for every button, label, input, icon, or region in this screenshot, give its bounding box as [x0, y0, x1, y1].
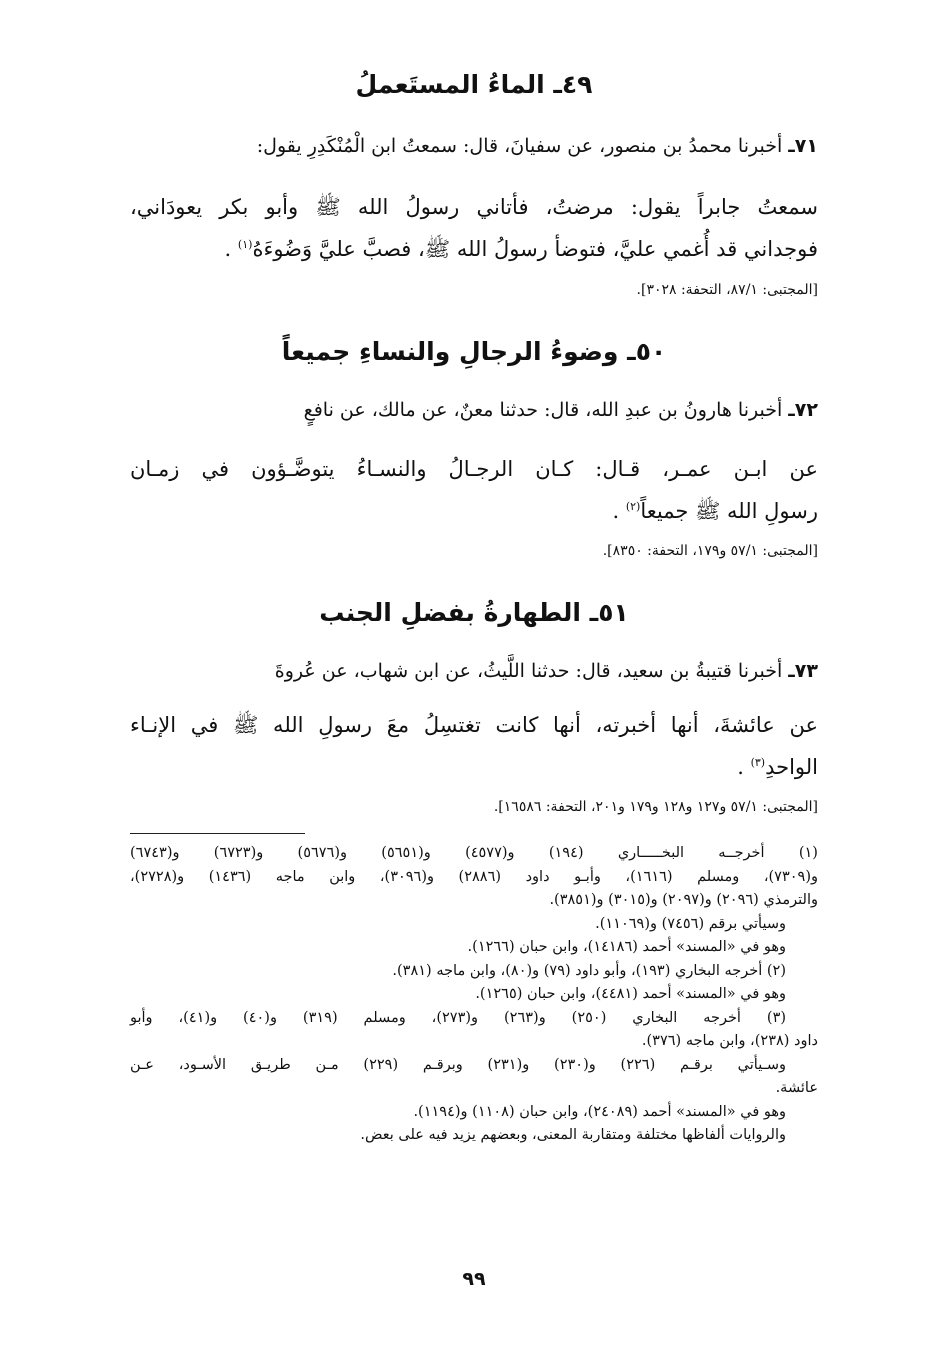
footnote-line: (٣) أخرجه البخاري (٢٥٠) و(٢٦٣) و(٢٧٣)، ومسلم (٣١٩) و(٤٠) و(٤١)، وأبو	[130, 1009, 787, 1026]
footnote-line: داود (٢٣٨)، وابن ماجه (٣٧٦).	[641, 1033, 818, 1049]
end-mark: .	[612, 499, 620, 523]
chapter-heading-50: ٥٠ـ وضوءُ الرجالِ والنساءِ جميعاً	[281, 337, 667, 366]
footnote-line: وسـيأتي برقـم (٢٢٦) و(٢٣٠) و(٢٣١) وبرقـم (٢٢٩) مـن طريـق الأسـود، عـن	[130, 1056, 786, 1073]
hadith-73-reference: [المجتبى: ١/‏٥٧ و١٢٧ و١٢٨ و١٧٩ و٢٠١، التحفة: ١٦٥٨٦].	[493, 799, 818, 815]
page-number: ٩٩	[462, 1268, 486, 1290]
hadith-71-body	[130, 188, 818, 268]
hadith-text: أخبرنا محمدُ بن منصور، عن سفيانَ، قال: سمعتُ ابن الْمُنْكَدِرِ يقول:	[256, 135, 783, 157]
footnote-line: وهو في «المسند» أحمد (١٤١٨٦)، وابن حبان (١٢٦٦).	[467, 939, 786, 955]
hadith-number: ٧٣ـ	[788, 660, 818, 682]
hadith-73-body	[130, 706, 818, 786]
footnote-line: (١) أخرجــه البخـــــاري (١٩٤) و(٤٥٧٧) و(٥٦٥١) و(٥٦٧٦) و(٦٧٢٣) و(٦٧٤٣)	[130, 845, 818, 861]
hadith-line-text: الواحدِ	[765, 755, 818, 779]
footnote-line: وهو في «المسند» أحمد (٢٤٠٨٩)، وابن حبان (١١٠٨) و(١١٩٤).	[413, 1103, 786, 1120]
footnote-line: و(٧٣٠٩)، ومسلم (١٦١٦)، وأبـو داود (٢٨٨٦) و(٣٠٩٦)، وابن ماجه (١٤٣٦) و(٢٧٢٨)،	[130, 868, 818, 885]
hadith-72-first-line	[130, 395, 818, 425]
hadith-number: ٧٢ـ	[788, 399, 818, 421]
footnote-marker: (٢)	[625, 500, 641, 513]
footnote-line: والروايات ألفاظها مختلفة ومتقاربة المعنى، وبعضهم يزيد فيه على بعض.	[360, 1127, 786, 1143]
hadith-number: ٧١ـ	[788, 135, 818, 157]
hadith-line-text: رسولِ الله ﷺ جميعاً	[640, 499, 818, 523]
hadith-72-reference: [المجتبى: ١/‏٥٧ و١٧٩، التحفة: ٨٣٥٠].	[602, 543, 818, 559]
end-mark: .	[224, 237, 232, 261]
footnote-line: (٢) أخرجه البخاري (١٩٣)، وأبو داود (٧٩) و(٨٠)، وابن ماجه (٣٨١).	[392, 962, 786, 979]
footnotes	[130, 842, 818, 1148]
footnote-line: وسيأتي برقم (٧٤٥٦) و(١١٠٦٩).	[595, 915, 786, 932]
hadith-line: سمعتُ جابراً يقول: مرضتُ، فأتاني رسولُ الله ﷺ وأبو بكر يعودَاني،	[130, 195, 818, 219]
hadith-line	[130, 744, 818, 786]
footnote-marker: (٣)	[750, 756, 766, 769]
footnote-line: عائشة.	[775, 1080, 818, 1096]
hadith-72-body	[130, 450, 818, 530]
chapter-heading-51: ٥١ـ الطهارةُ بفضلِ الجنب	[319, 598, 629, 627]
footnote-line: وهو في «المسند» أحمد (٤٤٨١)، وابن حبان (١٢٦٥).	[475, 986, 786, 1002]
hadith-text: أخبرنا هارونُ بن عبدِ الله، قال: حدثنا معنٌ، عن مالك، عن نافعٍ	[303, 399, 783, 421]
end-mark: .	[737, 755, 744, 779]
hadith-line	[130, 488, 818, 530]
hadith-73-first-line	[130, 656, 818, 686]
chapter-heading-49: ٤٩ـ الماءُ المستَعملُ	[355, 70, 593, 99]
hadith-line: عن ابـن عمـر، قـال: كـان الرجـالُ والنسـاءُ يتوضَّـؤون في زمـان	[130, 457, 818, 481]
footnote-line: والترمذي (٢٠٩٦) و(٢٠٩٧) و(٣٠١٥) و(٣٨٥١).	[549, 892, 818, 908]
hadith-text: أخبرنا قتيبةُ بن سعيد، قال: حدثنا اللَّيثُ، عن ابن شهاب، عن عُروةَ	[274, 660, 783, 682]
hadith-line: عن عائشةَ، أنها أخبرته، أنها كانت تغتسِلُ معَ رسولِ الله ﷺ في الإنـاء	[130, 713, 818, 737]
footnote-marker: (١)	[237, 238, 253, 251]
hadith-71-reference: [المجتبى: ١/‏٨٧، التحفة: ٣٠٢٨].	[636, 282, 818, 298]
hadith-line	[130, 226, 818, 268]
hadith-line-text: فوجداني قد أُغمي عليَّ، فتوضأ رسولُ الله ﷺ، فصبَّ عليَّ وَضُوءَهُ	[252, 237, 818, 261]
hadith-71-first-line	[130, 131, 818, 161]
footnote-separator	[130, 833, 305, 834]
